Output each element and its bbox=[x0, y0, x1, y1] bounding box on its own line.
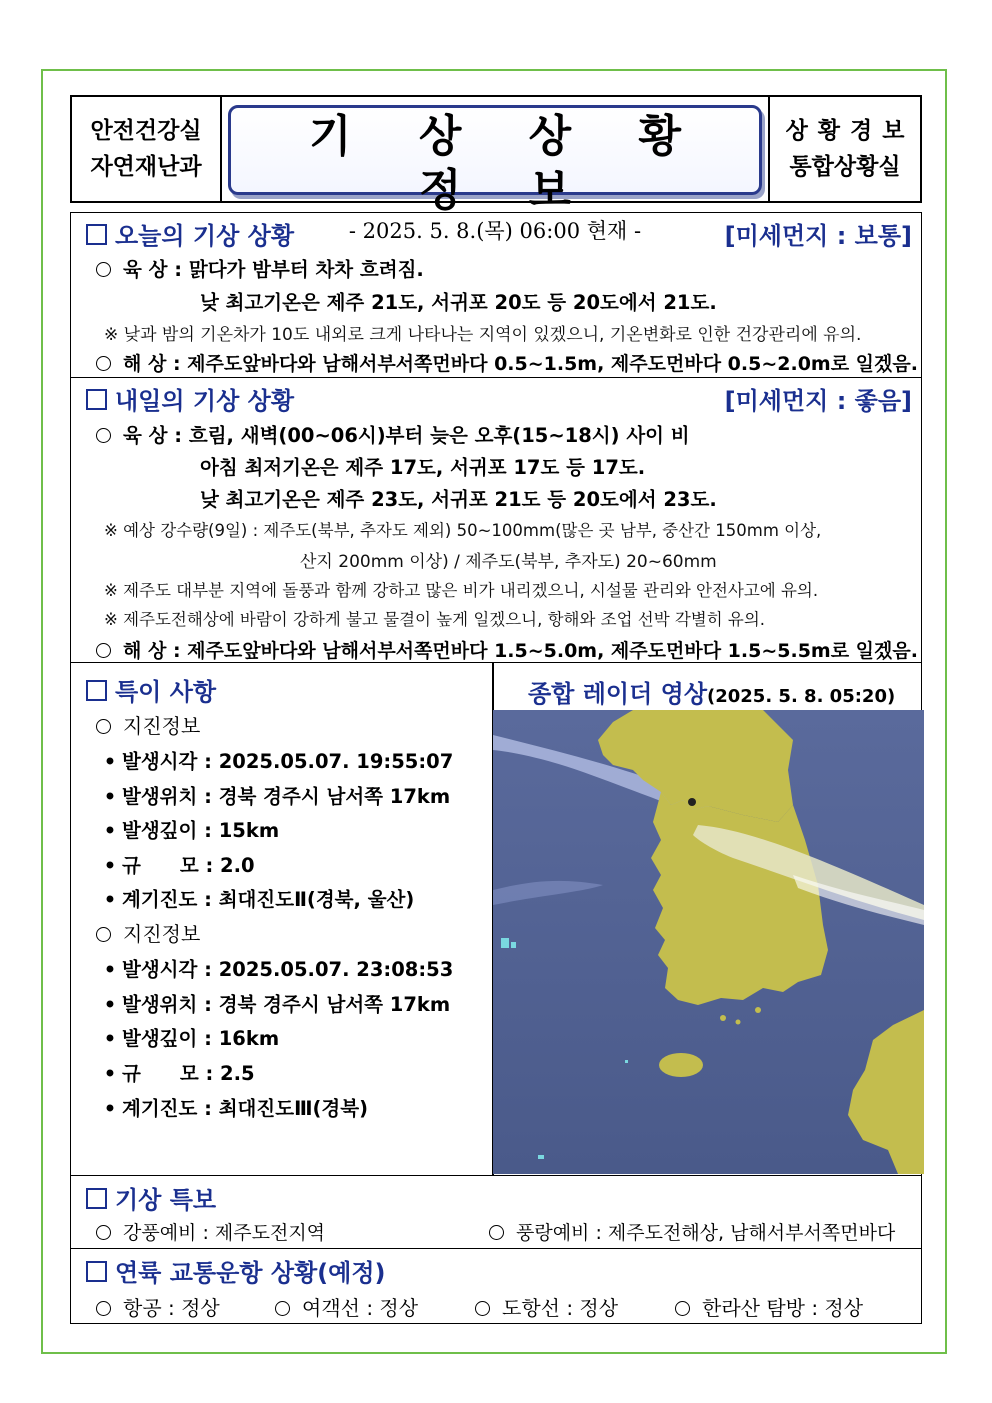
quake1-title: 지진정보 bbox=[96, 710, 200, 739]
department-line2: 자연재난과 bbox=[90, 154, 202, 180]
circle-bullet-icon bbox=[96, 428, 111, 443]
office-line1: 상황경보 bbox=[785, 118, 915, 144]
quake2-time: • 발생시각 : 2025.05.07. 23:08:53 bbox=[103, 958, 454, 981]
circle-bullet-icon bbox=[275, 1301, 290, 1316]
quake1-intensity: • 계기진도 : 최대진도Ⅱ(경북, 울산) bbox=[103, 888, 415, 911]
circle-bullet-icon bbox=[675, 1301, 690, 1316]
report-title: 기 상 상 황 정 보 bbox=[309, 111, 707, 216]
checkbox-square-icon bbox=[86, 224, 107, 245]
circle-bullet-icon bbox=[96, 356, 111, 371]
tomorrow-land-line1: 육 상 : 흐림, 새벽(00~06시)부터 늦은 오후(15~18시) 사이 비 bbox=[96, 420, 690, 448]
warning-waves: 풍랑예비 : 제주도전해상, 남해서부서쪽먼바다 bbox=[489, 1218, 895, 1245]
quake2-depth: • 발생깊이 : 16km bbox=[103, 1027, 280, 1050]
circle-bullet-icon bbox=[96, 719, 111, 734]
today-land-line1: 육 상 : 맑다가 밤부터 차차 흐려짐. bbox=[96, 254, 424, 282]
radar-echo bbox=[538, 1155, 544, 1159]
tomorrow-land-line2: 아침 최저기온은 제주 17도, 서귀포 17도 등 17도. bbox=[200, 456, 646, 479]
department-box bbox=[72, 97, 222, 201]
radar-site-marker bbox=[688, 798, 696, 806]
traffic-hallasan: 한라산 탐방 : 정상 bbox=[675, 1292, 863, 1321]
department-line1: 안전건강실 bbox=[90, 118, 202, 144]
tomorrow-dust-level: [미세먼지 : 좋음] bbox=[724, 387, 912, 415]
tomorrow-rain-note1: ※ 예상 강수량(9일) : 제주도(북부, 추자도 제외) 50~100mm(많은 곳 남부, 중산간 150mm 이상, bbox=[104, 521, 822, 540]
radar-echo bbox=[511, 942, 516, 948]
island bbox=[720, 1015, 726, 1021]
tomorrow-heading: 내일의 기상 상황 bbox=[86, 381, 294, 416]
traffic-island-ferry: 도항선 : 정상 bbox=[475, 1292, 618, 1321]
tomorrow-sea: 해 상 : 제주도앞바다와 남해서부서쪽먼바다 1.5~5.0m, 제주도먼바다 1.5~5.5m로 일겠음. bbox=[96, 636, 918, 663]
today-land-line2: 낮 최고기온은 제주 21도, 서귀포 20도 등 20도에서 21도. bbox=[200, 291, 717, 314]
tomorrow-note2: ※ 제주도 대부분 지역에 돌풍과 함께 강하고 많은 비가 내리겠으니, 시설물 관리와 안전사고에 유의. bbox=[104, 581, 819, 600]
quake1-magnitude: • 규 모 : 2.0 bbox=[103, 854, 255, 877]
circle-bullet-icon bbox=[96, 927, 111, 942]
report-datetime: - 2025. 5. 8.(목) 06:00 현재 - bbox=[348, 219, 642, 243]
circle-bullet-icon bbox=[475, 1301, 490, 1316]
checkbox-square-icon bbox=[86, 1261, 107, 1282]
land-jeju bbox=[659, 1053, 703, 1077]
checkbox-square-icon bbox=[86, 1188, 107, 1209]
quake1-depth: • 발생깊이 : 15km bbox=[103, 819, 280, 842]
circle-bullet-icon bbox=[96, 643, 111, 658]
quake2-location: • 발생위치 : 경북 경주시 남서쪽 17km bbox=[103, 993, 451, 1016]
radar-echo bbox=[625, 1060, 628, 1063]
quake2-magnitude: • 규 모 : 2.5 bbox=[103, 1062, 255, 1085]
tomorrow-note3: ※ 제주도전해상에 바람이 강하게 불고 물결이 높게 일겠으니, 항해와 조업 선박 각별히 유의. bbox=[104, 610, 766, 629]
quake2-intensity: • 계기진도 : 최대진도Ⅲ(경북) bbox=[103, 1097, 369, 1120]
circle-bullet-icon bbox=[96, 262, 111, 277]
office-box bbox=[768, 97, 920, 201]
traffic-air: 항공 : 정상 bbox=[96, 1292, 220, 1321]
radar-map-svg bbox=[493, 710, 924, 1174]
checkbox-square-icon bbox=[86, 680, 107, 701]
title-box bbox=[228, 105, 762, 243]
today-heading: 오늘의 기상 상황 bbox=[86, 216, 294, 251]
special-heading: 특이 사항 bbox=[86, 672, 216, 707]
warnings-heading: 기상 특보 bbox=[86, 1180, 216, 1215]
radar-image bbox=[493, 710, 924, 1174]
traffic-ferry: 여객선 : 정상 bbox=[275, 1292, 418, 1321]
traffic-heading: 연륙 교통운항 상황(예정) bbox=[86, 1253, 386, 1288]
circle-bullet-icon bbox=[96, 1301, 111, 1316]
today-sea: 해 상 : 제주도앞바다와 남해서부서쪽먼바다 0.5~1.5m, 제주도먼바다 0.5~2.0m로 일겠음. bbox=[96, 349, 918, 376]
today-note: ※ 낮과 밤의 기온차가 10도 내외로 크게 나타나는 지역이 있겠으니, 기온변화로 인한 건강관리에 유의. bbox=[104, 325, 862, 345]
island bbox=[736, 1020, 741, 1025]
quake1-time: • 발생시각 : 2025.05.07. 19:55:07 bbox=[103, 750, 454, 773]
office-line2: 통합상황실 bbox=[789, 154, 901, 180]
circle-bullet-icon bbox=[489, 1225, 504, 1240]
circle-bullet-icon bbox=[96, 1225, 111, 1240]
radar-title: 종합 레이더 영상(2025. 5. 8. 05:20) bbox=[528, 680, 896, 708]
checkbox-square-icon bbox=[86, 389, 107, 410]
island bbox=[755, 1007, 761, 1013]
today-dust-level: [미세먼지 : 보통] bbox=[724, 222, 912, 250]
tomorrow-rain-note2: 산지 200mm 이상) / 제주도(북부, 추자도) 20~60mm bbox=[300, 552, 717, 572]
quake2-title: 지진정보 bbox=[96, 918, 200, 947]
warning-wind: 강풍예비 : 제주도전지역 bbox=[96, 1218, 325, 1245]
quake1-location: • 발생위치 : 경북 경주시 남서쪽 17km bbox=[103, 785, 451, 808]
tomorrow-land-line3: 낮 최고기온은 제주 23도, 서귀포 21도 등 20도에서 23도. bbox=[200, 488, 717, 511]
radar-echo bbox=[501, 938, 509, 948]
